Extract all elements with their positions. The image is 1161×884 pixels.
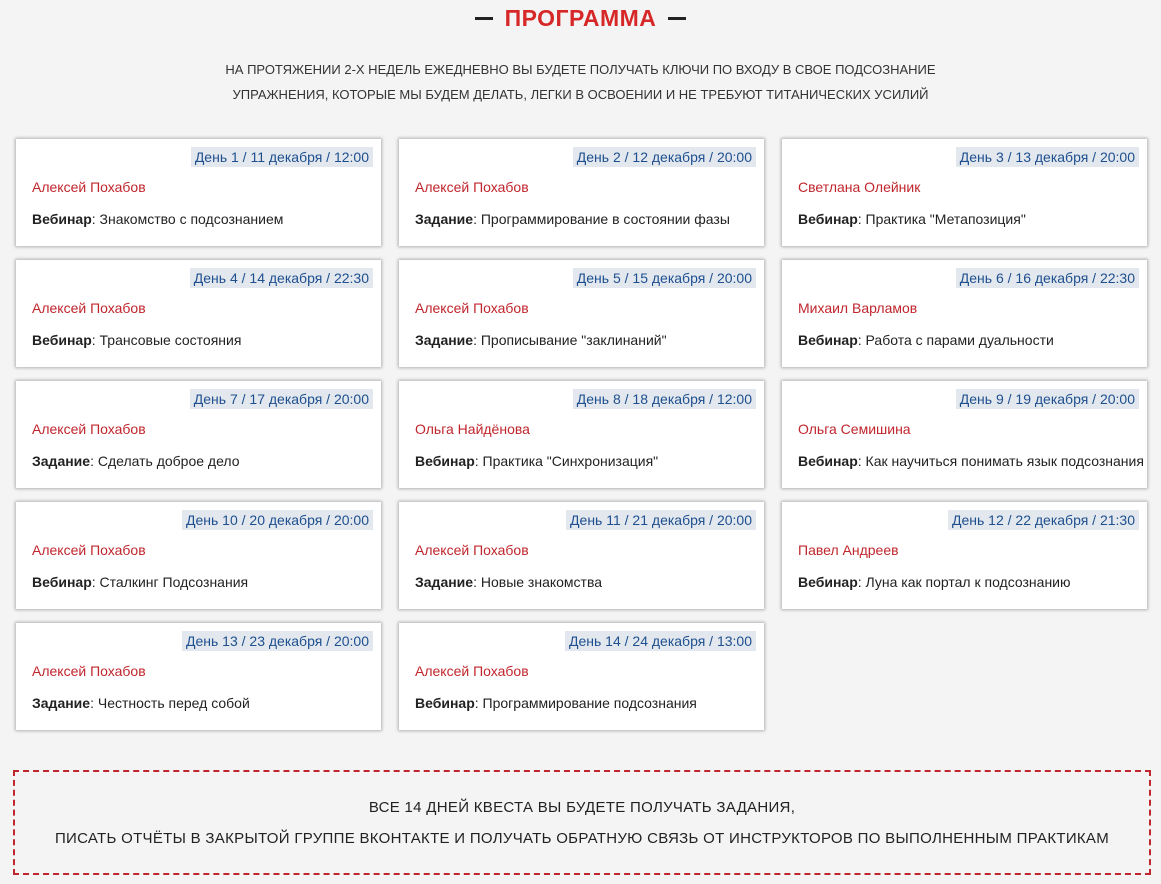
day-card-2 xyxy=(399,139,764,246)
day-date: День 3 / 13 декабря / 20:00 xyxy=(956,147,1139,167)
day-card-10 xyxy=(16,502,381,609)
day-author: Алексей Похабов xyxy=(415,179,529,195)
day-author: Алексей Похабов xyxy=(32,179,146,195)
day-author: Павел Андреев xyxy=(798,542,899,558)
day-card-9 xyxy=(782,381,1147,488)
day-topic: : Трансовые состояния xyxy=(91,332,242,348)
day-card-7 xyxy=(16,381,381,488)
intro-line: НА ПРОТЯЖЕНИИ 2-Х НЕДЕЛЬ ЕЖЕДНЕВНО ВЫ БУДЕТЕ ПОЛУЧАТЬ КЛЮЧИ ПО ВХОДУ В СВОЕ ПОДСОЗНАНИЕ xyxy=(225,62,936,77)
day-card-12 xyxy=(782,502,1147,609)
day-topic: : Знакомство с подсознанием xyxy=(91,211,284,227)
day-date: День 1 / 11 декабря / 12:00 xyxy=(191,147,373,167)
title-dash-left xyxy=(475,17,493,20)
day-topic: : Как научиться понимать язык подсознания xyxy=(857,453,1144,469)
day-kind: Вебинар xyxy=(798,574,858,590)
day-card-6 xyxy=(782,260,1147,367)
day-topic: : Практика "Синхронизация" xyxy=(474,453,659,469)
day-card-5 xyxy=(399,260,764,367)
day-description xyxy=(32,453,240,469)
day-kind: Вебинар xyxy=(798,332,858,348)
day-kind: Вебинар xyxy=(798,211,858,227)
day-card-3 xyxy=(782,139,1147,246)
day-author: Светлана Олейник xyxy=(798,179,921,195)
day-topic: : Прописывание "заклинаний" xyxy=(473,332,667,348)
day-date: День 13 / 23 декабря / 20:00 xyxy=(182,631,373,651)
day-date: День 9 / 19 декабря / 20:00 xyxy=(956,389,1139,409)
day-kind: Вебинар xyxy=(32,332,92,348)
day-card-14 xyxy=(399,623,764,730)
day-description xyxy=(798,453,1144,469)
day-card-8 xyxy=(399,381,764,488)
day-kind: Вебинар xyxy=(415,453,475,469)
day-topic: : Сделать доброе дело xyxy=(90,453,240,469)
day-kind: Задание xyxy=(415,574,474,590)
page-title: ПРОГРАММА xyxy=(504,4,657,31)
day-description xyxy=(798,332,1054,348)
day-description xyxy=(415,211,730,227)
day-kind: Вебинар xyxy=(415,695,475,711)
day-description xyxy=(415,453,658,469)
day-date: День 2 / 12 декабря / 20:00 xyxy=(573,147,756,167)
day-topic: : Работа с парами дуальности xyxy=(857,332,1054,348)
title-dash-right xyxy=(668,17,686,20)
day-card-13 xyxy=(16,623,381,730)
day-topic: : Практика "Метапозиция" xyxy=(857,211,1026,227)
day-topic: : Новые знакомства xyxy=(473,574,603,590)
day-author: Ольга Семишина xyxy=(798,421,911,437)
intro-line: УПРАЖНЕНИЯ, КОТОРЫЕ МЫ БУДЕМ ДЕЛАТЬ, ЛЕГКИ В ОСВОЕНИИ И НЕ ТРЕБУЮТ ТИТАНИЧЕСКИХ УСИЛИЙ xyxy=(232,87,929,102)
day-description xyxy=(32,332,241,348)
notice-line: ПИСАТЬ ОТЧЁТЫ В ЗАКРЫТОЙ ГРУППЕ ВКОНТАКТЕ И ПОЛУЧАТЬ ОБРАТНУЮ СВЯЗЬ ОТ ИНСТРУКТОРОВ ПО ВЫПОЛНЕННЫМ ПРАКТИКАМ xyxy=(54,829,1110,847)
day-topic: : Программирование подсознания xyxy=(474,695,697,711)
day-topic: : Сталкинг Подсознания xyxy=(91,574,249,590)
day-date: День 4 / 14 декабря / 22:30 xyxy=(190,268,373,288)
day-kind: Задание xyxy=(32,695,91,711)
day-kind: Задание xyxy=(415,332,474,348)
day-description xyxy=(415,695,697,711)
day-author: Алексей Похабов xyxy=(32,663,146,679)
day-card-11 xyxy=(399,502,764,609)
day-card-1 xyxy=(16,139,381,246)
program-intro xyxy=(0,57,1161,107)
day-topic: : Программирование в состоянии фазы xyxy=(473,211,730,227)
day-kind: Задание xyxy=(415,211,474,227)
day-date: День 8 / 18 декабря / 12:00 xyxy=(573,389,756,409)
day-date: День 14 / 24 декабря / 13:00 xyxy=(565,631,756,651)
day-date: День 5 / 15 декабря / 20:00 xyxy=(573,268,756,288)
day-date: День 7 / 17 декабря / 20:00 xyxy=(190,389,373,409)
day-description xyxy=(32,695,250,711)
day-author: Алексей Похабов xyxy=(32,300,146,316)
quest-notice xyxy=(13,770,1151,875)
day-kind: Задание xyxy=(32,453,91,469)
day-topic: : Луна как портал к подсознанию xyxy=(857,574,1071,590)
day-author: Алексей Похабов xyxy=(415,663,529,679)
day-author: Алексей Похабов xyxy=(32,421,146,437)
day-author: Михаил Варламов xyxy=(798,300,918,316)
day-author: Ольга Найдёнова xyxy=(415,421,530,437)
day-author: Алексей Похабов xyxy=(415,542,529,558)
section-header xyxy=(0,2,1161,34)
day-topic: : Честность перед собой xyxy=(90,695,250,711)
day-description xyxy=(32,574,248,590)
day-date: День 12 / 22 декабря / 21:30 xyxy=(948,510,1139,530)
day-author: Алексей Похабов xyxy=(32,542,146,558)
day-author: Алексей Похабов xyxy=(415,300,529,316)
day-description xyxy=(798,574,1071,590)
day-date: День 11 / 21 декабря / 20:00 xyxy=(566,510,756,530)
day-kind: Вебинар xyxy=(798,453,858,469)
day-card-4 xyxy=(16,260,381,367)
day-kind: Вебинар xyxy=(32,574,92,590)
day-kind: Вебинар xyxy=(32,211,92,227)
day-date: День 10 / 20 декабря / 20:00 xyxy=(182,510,373,530)
notice-line: ВСЕ 14 ДНЕЙ КВЕСТА ВЫ БУДЕТЕ ПОЛУЧАТЬ ЗАДАНИЯ, xyxy=(368,798,796,816)
day-description xyxy=(415,574,602,590)
day-description xyxy=(32,211,283,227)
day-date: День 6 / 16 декабря / 22:30 xyxy=(956,268,1139,288)
day-description xyxy=(415,332,667,348)
day-description xyxy=(798,211,1026,227)
